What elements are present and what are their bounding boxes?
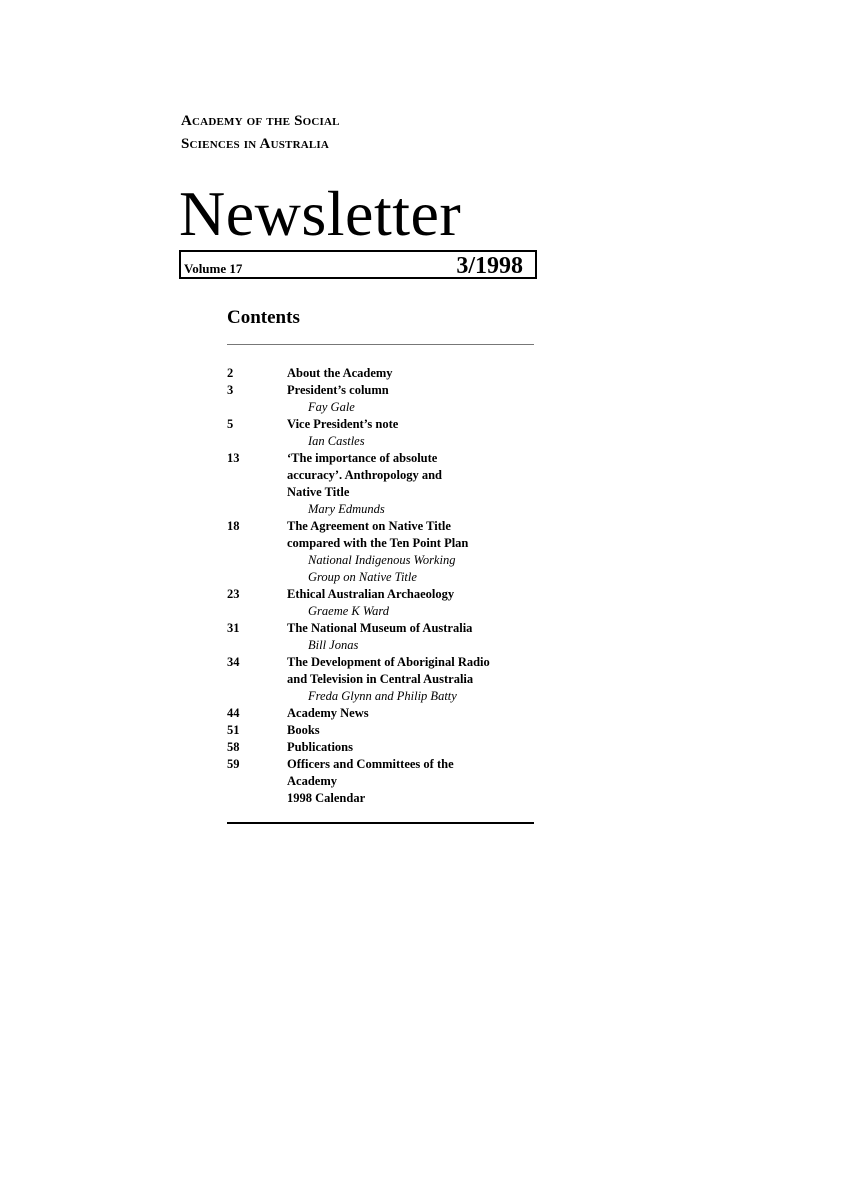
toc-page-number: 23 [227, 587, 240, 601]
toc-page-number: 59 [227, 757, 240, 771]
toc-title-line: President’s column [287, 383, 389, 397]
toc-title-line: Publications [287, 740, 353, 754]
toc-title-line: Vice President’s note [287, 417, 399, 431]
toc-entry-body [287, 756, 547, 807]
toc-page-number: 5 [227, 417, 234, 431]
toc-entry-body [287, 382, 547, 416]
org-line-1: Academy of the Social [181, 113, 340, 129]
toc-title-line: compared with the Ten Point Plan [287, 536, 469, 550]
toc-title-line: The Agreement on Native Title [287, 519, 451, 533]
contents-top-rule [227, 344, 534, 345]
toc-entry-body [287, 416, 547, 450]
toc-entry-body [287, 620, 547, 654]
toc-entry [227, 586, 547, 620]
toc-entry [227, 382, 547, 416]
toc-entry-body [287, 586, 547, 620]
issue-number: 3/1998 [456, 253, 523, 279]
toc-title-line: The Development of Aboriginal Radio [287, 655, 490, 669]
toc-title-line: Native Title [287, 485, 350, 499]
toc-entry-body [287, 518, 547, 586]
toc-page-number: 44 [227, 706, 240, 720]
toc-title-line: Academy [287, 774, 337, 788]
toc-title-line: About the Academy [287, 366, 393, 380]
toc-author: Fay Gale [308, 400, 355, 414]
toc-title-line: Academy News [287, 706, 369, 720]
toc-page-number: 3 [227, 383, 234, 397]
toc-page-number: 18 [227, 519, 240, 533]
volume-label: Volume 17 [184, 261, 243, 276]
toc-entry [227, 705, 547, 722]
toc-author: Ian Castles [308, 434, 365, 448]
toc-title-line: Officers and Committees of the [287, 757, 454, 771]
toc-author: National Indigenous Working [308, 553, 456, 567]
toc-title-line: and Television in Central Australia [287, 672, 474, 686]
toc-entry-body [287, 365, 547, 382]
toc-author: Bill Jonas [308, 638, 359, 652]
toc-entry [227, 620, 547, 654]
toc-title-line: 1998 Calendar [287, 791, 366, 805]
toc-title-line: ‘The importance of absolute [287, 451, 438, 465]
toc-entry [227, 365, 547, 382]
toc-page-number: 58 [227, 740, 240, 754]
toc-entry [227, 739, 547, 756]
toc-entry-body [287, 739, 547, 756]
toc-title-line: The National Museum of Australia [287, 621, 473, 635]
toc-entry-body [287, 450, 547, 518]
toc-entry [227, 722, 547, 739]
toc-entry-body [287, 654, 547, 705]
contents-heading: Contents [227, 307, 300, 328]
volume-box [179, 250, 537, 279]
toc-page-number: 51 [227, 723, 240, 737]
toc-entry [227, 518, 547, 586]
toc-title-line: Ethical Australian Archaeology [287, 587, 455, 601]
org-line-2: Sciences in Australia [181, 136, 330, 152]
toc-page-number: 2 [227, 366, 234, 380]
toc-page-number: 34 [227, 655, 240, 669]
toc-author: Mary Edmunds [308, 502, 385, 516]
toc-entry-body [287, 705, 547, 722]
toc-page-number: 31 [227, 621, 240, 635]
organization-name [181, 110, 340, 156]
toc-entry [227, 756, 547, 807]
table-of-contents [227, 365, 547, 807]
toc-title-line: Books [287, 723, 320, 737]
toc-author: Freda Glynn and Philip Batty [308, 689, 457, 703]
contents-bottom-rule [227, 822, 534, 824]
newsletter-title: Newsletter [179, 178, 462, 249]
toc-author: Graeme K Ward [308, 604, 390, 618]
toc-entry [227, 416, 547, 450]
toc-entry-body [287, 722, 547, 739]
toc-entry [227, 450, 547, 518]
toc-author: Group on Native Title [308, 570, 417, 584]
toc-entry [227, 654, 547, 705]
toc-title-line: accuracy’. Anthropology and [287, 468, 442, 482]
toc-page-number: 13 [227, 451, 240, 465]
